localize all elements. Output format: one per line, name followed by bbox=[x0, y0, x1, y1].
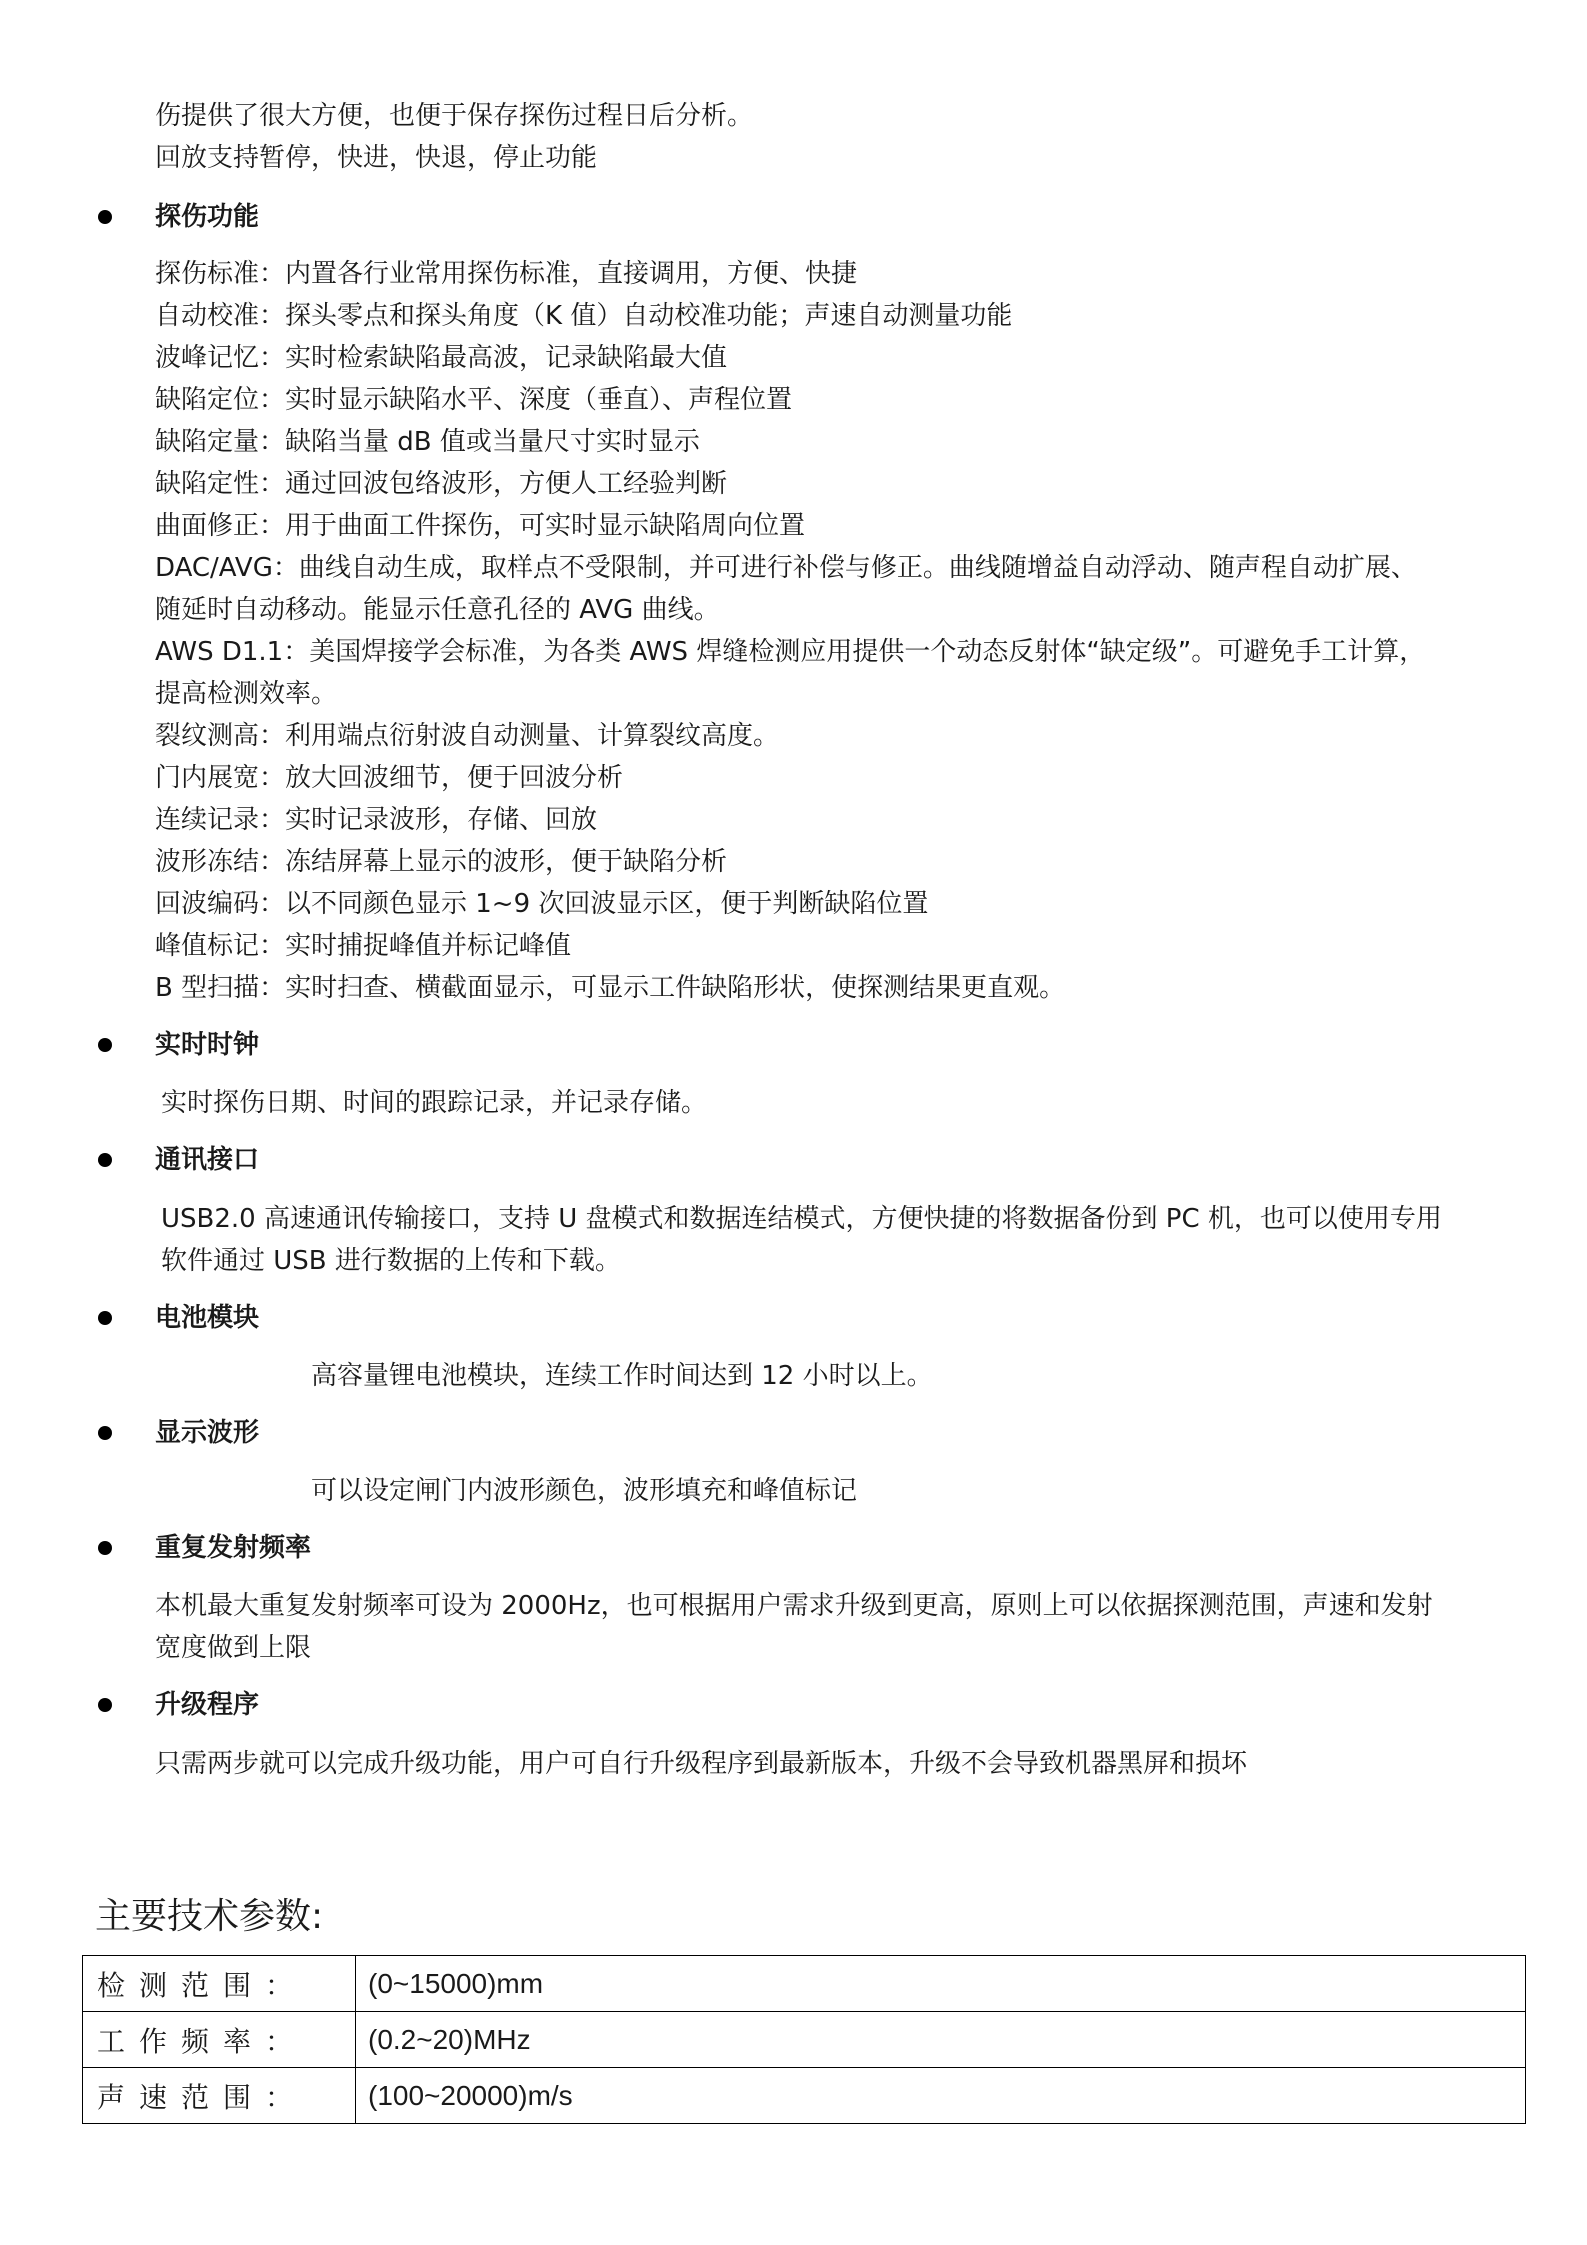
param-label: 声速范围： bbox=[83, 2068, 356, 2124]
feature-line: 峰值标记：实时捕捉峰值并标记峰值 bbox=[155, 931, 572, 961]
feature-line: 门内展宽：放大回波细节，便于回波分析 bbox=[155, 763, 624, 793]
section-title-inspection: 探伤功能 bbox=[155, 202, 260, 232]
param-label: 检测范围： bbox=[83, 1956, 356, 2012]
feature-line: 波峰记忆：实时检索缺陷最高波，记录缺陷最大值 bbox=[155, 343, 728, 373]
feature-line: 可以设定闸门内波形颜色，波形填充和峰值标记 bbox=[311, 1476, 858, 1506]
feature-line: 缺陷定量：缺陷当量 dB 值或当量尺寸实时显示 bbox=[155, 427, 700, 457]
feature-line: DAC/AVG：曲线自动生成，取样点不受限制，并可进行补偿与修正。曲线随增益自动浮动、随声程自动扩展、 bbox=[155, 553, 1417, 583]
feature-line: 缺陷定位：实时显示缺陷水平、深度（垂直）、声程位置 bbox=[155, 385, 793, 415]
feature-line: 本机最大重复发射频率可设为 2000Hz，也可根据用户需求升级到更高，原则上可以依据探测范围，声速和发射 bbox=[155, 1591, 1433, 1621]
feature-line: B 型扫描：实时扫查、横截面显示，可显示工件缺陷形状，使探测结果更直观。 bbox=[155, 973, 1066, 1003]
feature-line: 裂纹测高：利用端点衍射波自动测量、计算裂纹高度。 bbox=[155, 721, 780, 751]
bullet-icon bbox=[98, 1153, 112, 1167]
section-title-upgrade: 升级程序 bbox=[155, 1690, 260, 1720]
feature-line: 缺陷定性：通过回波包络波形，方便人工经验判断 bbox=[155, 469, 728, 499]
intro-line: 回放支持暂停，快进，快退，停止功能 bbox=[155, 143, 598, 173]
param-label: 工作频率： bbox=[83, 2012, 356, 2068]
feature-line: 高容量锂电池模块，连续工作时间达到 12 小时以上。 bbox=[311, 1361, 933, 1391]
feature-line: 波形冻结：冻结屏幕上显示的波形，便于缺陷分析 bbox=[155, 847, 728, 877]
params-title: 主要技术参数: bbox=[95, 1896, 324, 1937]
table-row bbox=[83, 2012, 1526, 2068]
section-title-prf: 重复发射频率 bbox=[155, 1533, 312, 1563]
feature-line: USB2.0 高速通讯传输接口，支持 U 盘模式和数据连结模式，方便快捷的将数据备份到 PC 机，也可以使用专用 bbox=[161, 1204, 1442, 1234]
section-title-clock: 实时时钟 bbox=[155, 1030, 260, 1060]
feature-line: 随延时自动移动。能显示任意孔径的 AVG 曲线。 bbox=[155, 595, 720, 625]
feature-line: 曲面修正：用于曲面工件探伤，可实时显示缺陷周向位置 bbox=[155, 511, 806, 541]
feature-line: 软件通过 USB 进行数据的上传和下载。 bbox=[161, 1246, 621, 1276]
bullet-icon bbox=[98, 1541, 112, 1555]
params-table bbox=[82, 1955, 1526, 2124]
param-value: (0.2~20)MHz bbox=[356, 2012, 1526, 2068]
feature-line: 实时探伤日期、时间的跟踪记录，并记录存储。 bbox=[161, 1088, 708, 1118]
table-row bbox=[83, 2068, 1526, 2124]
bullet-icon bbox=[98, 1426, 112, 1440]
bullet-icon bbox=[98, 210, 112, 224]
feature-line: AWS D1.1：美国焊接学会标准，为各类 AWS 焊缝检测应用提供一个动态反射体“缺定级”。可避免手工计算， bbox=[155, 637, 1426, 667]
feature-line: 宽度做到上限 bbox=[155, 1633, 312, 1663]
param-value: (100~20000)m/s bbox=[356, 2068, 1526, 2124]
param-value: (0~15000)mm bbox=[356, 1956, 1526, 2012]
section-title-waveform: 显示波形 bbox=[155, 1418, 260, 1448]
table-row bbox=[83, 1956, 1526, 2012]
section-title-battery: 电池模块 bbox=[155, 1303, 260, 1333]
feature-line: 回波编码：以不同颜色显示 1~9 次回波显示区，便于判断缺陷位置 bbox=[155, 889, 929, 919]
intro-line: 伤提供了很大方便，也便于保存探伤过程日后分析。 bbox=[155, 101, 754, 131]
bullet-icon bbox=[98, 1311, 112, 1325]
bullet-icon bbox=[98, 1698, 112, 1712]
feature-line: 探伤标准：内置各行业常用探伤标准，直接调用，方便、快捷 bbox=[155, 259, 858, 289]
feature-line: 只需两步就可以完成升级功能，用户可自行升级程序到最新版本，升级不会导致机器黑屏和损坏 bbox=[155, 1749, 1248, 1779]
feature-line: 自动校准：探头零点和探头角度（K 值）自动校准功能；声速自动测量功能 bbox=[155, 301, 1013, 331]
section-title-interface: 通讯接口 bbox=[155, 1145, 260, 1175]
feature-line: 提高检测效率。 bbox=[155, 679, 338, 709]
bullet-icon bbox=[98, 1038, 112, 1052]
feature-line: 连续记录：实时记录波形，存储、回放 bbox=[155, 805, 598, 835]
